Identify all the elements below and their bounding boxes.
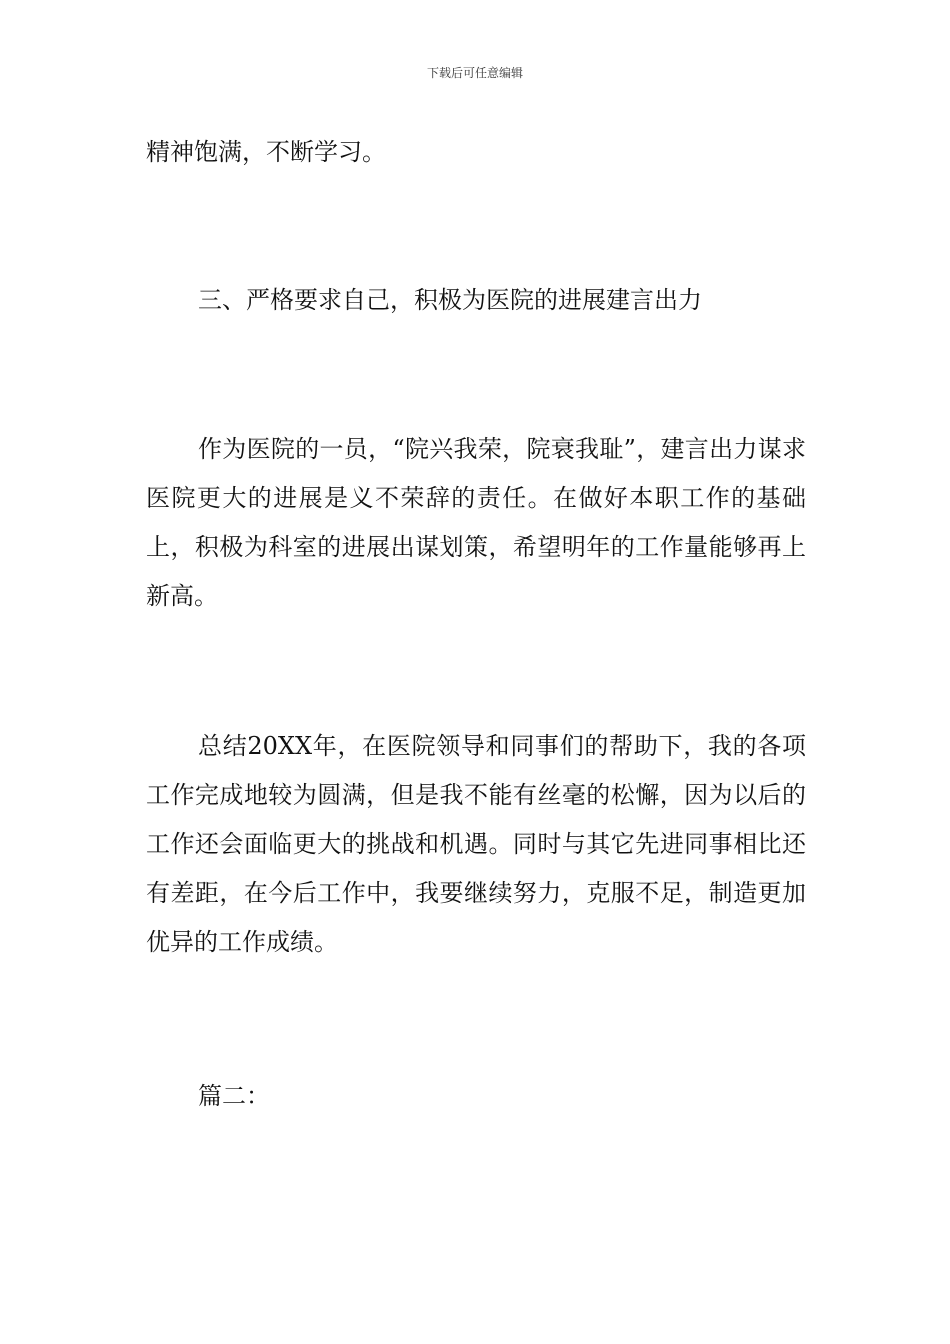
paragraph-hospital-member: 作为医院的一员，“院兴我荣，院衰我耻”，建言出力谋求医院更大的进展是义不荣辞的责任。在做好本职工作的基础上，积极为科室的进展出谋划策，希望明年的工作量能够再上新高。 [146, 435, 806, 610]
page-header: 下载后可任意编辑 [426, 66, 523, 80]
paragraph-continuation: 精神饱满，不断学习。 [146, 138, 386, 166]
chapter-heading: 篇二： [198, 1082, 270, 1110]
paragraph-summary: 总结20XX年，在医院领导和同事们的帮助下，我的各项工作完成地较为圆满，但是我不能有丝毫的松懈，因为以后的工作还会面临更大的挑战和机遇。同时与其它先进同事相比还有差距，在今后工作中，我要继续努力，克服不足，制造更加优异的工作成绩。 [146, 732, 806, 956]
section-heading: 三、严格要求自己，积极为医院的进展建言出力 [198, 286, 702, 314]
